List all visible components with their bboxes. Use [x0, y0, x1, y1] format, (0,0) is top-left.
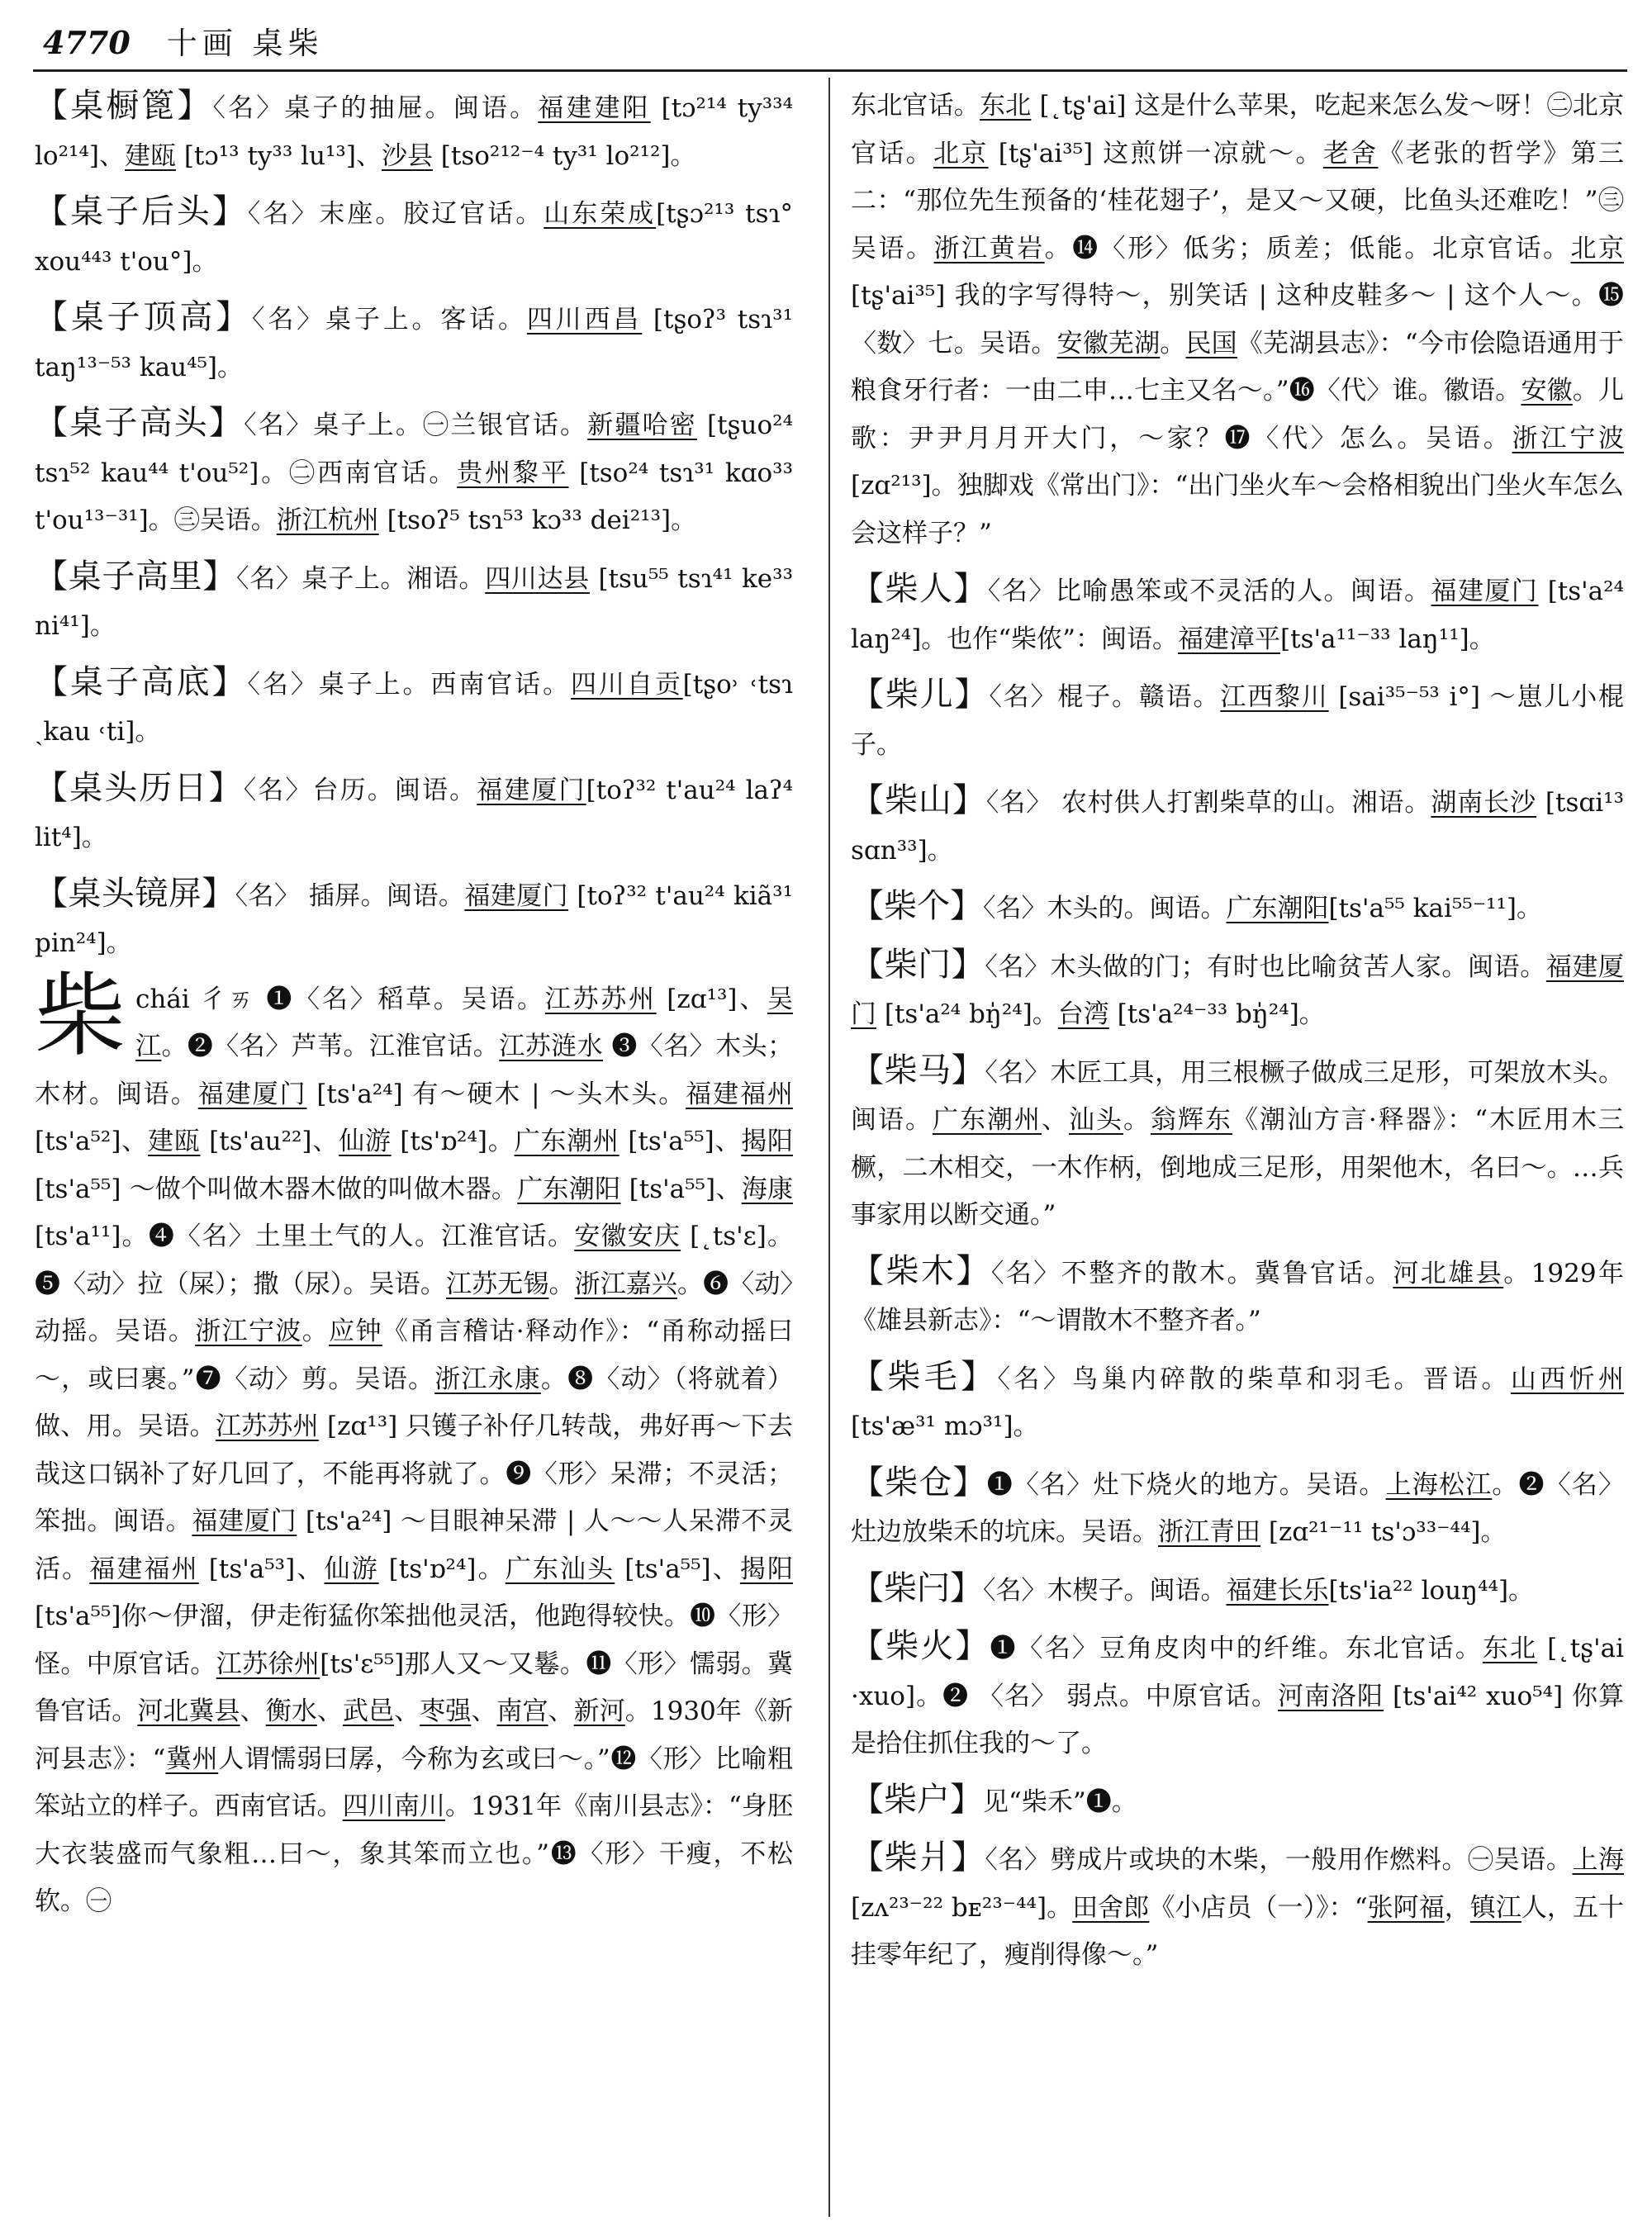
place-name: 张阿福 — [1367, 1892, 1445, 1923]
entry-text: [tɔ¹³ ty³³ lu¹³]、 — [175, 140, 382, 171]
place-name: 浙江青田 — [1158, 1517, 1260, 1547]
place-name: 北京 — [933, 138, 989, 168]
place-name: 广东潮阳 — [1226, 894, 1329, 923]
place-name: 河北冀县 — [137, 1696, 240, 1726]
entry-text: 、 — [316, 1696, 343, 1726]
place-name: 安徽安庆 — [574, 1222, 681, 1251]
entry-headword: 【柴毛】 — [851, 1357, 998, 1396]
entry-text: 〈名〉 农村供人打割柴草的山。湘语。 — [985, 788, 1431, 818]
entry-text: [ts'a²⁴] 有～硬木 | ～头木头。 — [306, 1079, 686, 1109]
place-name: 北京 — [1570, 233, 1625, 263]
place-name: 吴江 — [135, 984, 794, 1061]
entry-text: [tsu⁵⁵ tsɿ⁴¹ ke³³ ni⁴¹]。 — [35, 563, 794, 641]
place-name: 江苏徐州 — [216, 1649, 320, 1679]
entry-text: [zɑ²¹³]。独脚戏《常出门》：“出门坐火车～会格相貌出门坐火车怎么会这样子？” — [851, 471, 1624, 548]
entry-text: [tʂuo²⁴ tsɿ⁵² kau⁴⁴ t'ou⁵²]。㊁西南官话。 — [35, 410, 793, 488]
entry-text: [tsɑi¹³ sɑn³³]。 — [851, 788, 1625, 866]
entry-text: [ts'a⁵²]、 — [35, 1127, 148, 1156]
entry-text: [ts'ɛ⁵⁵]那人又～又鬈。⓫〈形〉懦弱。冀鲁官话。 — [35, 1649, 794, 1726]
entry-text: [tʂo˒ ˓tsɿ ˏkau ˓ti]。 — [35, 669, 794, 747]
place-name: 南宫 — [496, 1696, 548, 1726]
entry-headword: 【桌子顶高】 — [35, 298, 253, 336]
place-name: 浙江宁波 — [1512, 423, 1625, 453]
place-name: 仙游 — [339, 1127, 392, 1156]
entry-text: ❶〈名〉灶下烧火的地方。吴语。 — [986, 1469, 1386, 1500]
entry-text: 人谓懦弱曰孱，今称为玄或曰～。”⓬〈形〉比喻粗笨站立的样子。西南官话。 — [35, 1744, 793, 1821]
dictionary-entry — [851, 1565, 1624, 1616]
place-name: 广东潮州 — [932, 1105, 1042, 1135]
place-name: 江西黎川 — [1220, 682, 1329, 712]
entry-text: [zʌ²³⁻²² bᴇ²³⁻⁴⁴]。 — [851, 1892, 1073, 1923]
place-name: 江苏苏州 — [544, 984, 657, 1014]
entry-headword: 【柴马】 — [851, 1051, 985, 1089]
place-name: 浙江永康 — [434, 1364, 541, 1394]
entry-text: 。1931年《南川县志》：“身胚大衣装盛而气象粗…曰～，象其笨而立也。”⓭〈形〉干瘦，不松软。㊀ — [35, 1791, 793, 1916]
head-character: 柴 — [35, 962, 126, 1069]
entry-text: 东北官话。 — [851, 91, 980, 121]
place-name: 福建长乐 — [1226, 1575, 1329, 1606]
entry-headword: 【桌子高头】 — [35, 404, 244, 442]
place-name: 四川西昌 — [526, 305, 643, 334]
entry-text: 〈名〉桌子上。客话。 — [252, 305, 527, 334]
entry-text: [tʂoʔ³ tsɿ³¹ taŋ¹³⁻⁵³ kau⁴⁵]。 — [35, 305, 794, 382]
dictionary-entry — [35, 83, 793, 180]
entry-text: 〈名〉木匠工具，用三根橛子做成三足形，可架放木头。闽语。 — [851, 1057, 1624, 1135]
entry-text: [zɑ¹³] 只镬子补仔几转哉，弗好再～下去哉这口锅补了好几回了，不能再将就了。❾〈形〉呆滞；不灵活；笨拙。闽语。 — [35, 1412, 794, 1536]
entry-text: [ts'a²⁴ laŋ²⁴]。也作“柴侬”：闽语。 — [851, 576, 1625, 654]
place-name: 福建福州 — [89, 1554, 199, 1584]
entry-text: 。 — [548, 1269, 575, 1299]
entry-headword: 【桌子高里】 — [35, 557, 237, 595]
place-name: 浙江杭州 — [276, 505, 379, 535]
place-name: 沙县 — [381, 140, 433, 171]
place-name: 新河 — [573, 1696, 625, 1726]
dictionary-entry — [851, 1777, 1624, 1827]
dictionary-entry — [35, 765, 793, 862]
dictionary-entry — [851, 1623, 1624, 1768]
entry-headword: 【柴门】 — [851, 945, 985, 984]
dictionary-entry — [35, 871, 793, 968]
entry-text: 人，五十挂零年纪了，瘦削得像～。” — [851, 1892, 1625, 1970]
entry-text: 。❷〈名〉芦苇。江淮官话。 — [161, 1032, 500, 1061]
entry-text: 《小店员（一）》：“ — [1149, 1892, 1368, 1923]
entry-text: [tʂ'ai³⁵] 这煎饼一凉就～。 — [988, 138, 1323, 168]
place-name: 河南洛阳 — [1278, 1681, 1384, 1711]
place-name: 湖南长沙 — [1431, 788, 1537, 818]
place-name: 田舍郎 — [1072, 1892, 1150, 1923]
entry-text: 、 — [548, 1696, 574, 1726]
dictionary-entry — [851, 671, 1624, 769]
entry-text: 、 — [394, 1696, 420, 1726]
place-name: 浙江嘉兴 — [574, 1269, 678, 1299]
entry-text: 〈名〉桌子的抽屉。闽语。 — [212, 93, 539, 123]
entry-text: 。❷〈名〉 灶边放柴禾的坑床。吴语。 — [851, 1469, 1625, 1547]
place-name: 上海 — [1572, 1845, 1625, 1875]
place-name: 衡水 — [265, 1696, 317, 1726]
place-name: 台湾 — [1057, 999, 1109, 1029]
entry-headword: 【柴闩】 — [851, 1568, 983, 1607]
page-number: 4770 — [43, 24, 131, 61]
dictionary-entry — [35, 188, 793, 286]
entry-text: [zɑ²¹⁻¹¹ ts'ɔ³³⁻⁴⁴]。 — [1260, 1517, 1507, 1547]
entry-text: 〈名〉台历。闽语。 — [243, 775, 477, 805]
dictionary-entry — [851, 1354, 1624, 1451]
page-header — [43, 18, 324, 71]
entry-text: [tʂ'ai³⁵] 我的字写得特～，别笑话 | 这种皮鞋多～ | 这个人～。⓯〈数〉七。吴语。 — [851, 281, 1624, 358]
place-name: 浙江黄岩 — [933, 233, 1045, 263]
place-name: 揭阳 — [741, 1127, 794, 1156]
entry-text: 《潮汕方言·释器》：“木匠用木三橛，二木相交，一木作柄，倒地成三足形，用架他木，名曰～。…兵事家用以断交通。” — [851, 1105, 1625, 1230]
entry-text: 。1930年《新河县志》：“ — [35, 1696, 793, 1774]
entry-text: 。 — [301, 1317, 330, 1346]
entry-text: [ts'ia²² louŋ⁴⁴]。 — [1328, 1575, 1535, 1606]
entry-text: [ts'a⁵³]、 — [198, 1554, 325, 1584]
entry-text: [˛tʂ'ai] 这是什么苹果，吃起来怎么发～呀！㊁北京官话。 — [851, 91, 1625, 168]
entry-headword: 【柴爿】 — [851, 1839, 985, 1877]
place-name: 贵州黎平 — [457, 458, 569, 488]
entry-headword: 【桌子高底】 — [35, 662, 248, 701]
place-name: 四川达县 — [485, 563, 590, 594]
place-name: 汕头 — [1068, 1105, 1123, 1135]
place-name: 建瓯 — [124, 140, 176, 171]
dictionary-entry — [851, 1834, 1624, 1980]
place-name: 浙江宁波 — [195, 1317, 302, 1346]
entry-headword: 【桌橱篦】 — [35, 87, 213, 125]
place-name: 仙游 — [324, 1554, 379, 1584]
place-name: 建瓯 — [147, 1127, 201, 1156]
entry-text: [tɔ²¹⁴ ty³³⁴ lo²¹⁴]、 — [35, 93, 794, 171]
entry-text: 〈名〉木头的。闽语。 — [983, 894, 1227, 923]
entry-text: [ts'a⁵⁵]、 — [615, 1554, 740, 1584]
dictionary-entry — [851, 777, 1624, 875]
entry-text: 。1929年《雄县新志》：“～谓散木不整齐者。” — [851, 1258, 1625, 1336]
entry-text: chái 彳ㄞ ❶〈名〉稻草。吴语。 — [135, 984, 545, 1014]
running-title: 十画 桌柴 — [166, 26, 324, 61]
entry-headword: 【柴火】 — [851, 1627, 990, 1665]
entry-text: [ts'æ³¹ mɔ³¹]。 — [851, 1412, 1039, 1441]
place-name: 民国 — [1185, 328, 1237, 358]
entry-text: [ts'a⁵⁵] ～做个叫做木器木做的叫做木器。 — [35, 1174, 518, 1204]
entry-text: [ts'a⁵⁵]、 — [620, 1174, 742, 1204]
entry-text: [ts'a⁵⁵]你～伊溜，伊走衔猛你笨拙他灵活，他跑得较快。❿〈形〉怪。中原官话。 — [35, 1601, 793, 1679]
place-name: 江苏无锡 — [445, 1269, 549, 1299]
entry-text: 、 — [471, 1696, 497, 1726]
entry-headword: 【柴木】 — [851, 1251, 991, 1290]
entry-text: 〈名〉桌子上。㊀兰银官话。 — [244, 410, 588, 440]
entry-text: 〈名〉桌子上。湘语。 — [236, 563, 486, 594]
entry-text: 见“柴禾”❶。 — [983, 1786, 1137, 1817]
place-name: 河北雄县 — [1393, 1258, 1504, 1288]
entry-headword: 【柴儿】 — [851, 676, 990, 714]
entry-text: 〈名〉末座。胶辽官话。 — [247, 199, 544, 229]
entry-text: [ts'a⁵⁵ kai⁵⁵⁻¹¹]。 — [1328, 894, 1543, 923]
entry-text: [ts'au²²]、 — [200, 1127, 339, 1156]
place-name: 福建漳平 — [1178, 624, 1281, 654]
dictionary-entry — [35, 962, 794, 1926]
place-name: 广东汕头 — [505, 1554, 615, 1584]
entry-text: [ts'a²⁴⁻³³ bŋ̍²⁴]。 — [1108, 999, 1325, 1029]
dictionary-entry — [35, 659, 793, 757]
entry-text: [toʔ³² t'au²⁴ kiã³¹ pin²⁴]。 — [35, 880, 793, 958]
entry-text: [ts'a⁵⁵]、 — [619, 1127, 742, 1156]
place-name: 东北 — [979, 91, 1032, 121]
entry-text: 〈名〉木楔子。闽语。 — [983, 1575, 1227, 1606]
entry-text: 。 — [1123, 1105, 1151, 1135]
right-column — [851, 83, 1624, 1988]
place-name: 广东潮阳 — [517, 1174, 621, 1204]
dictionary-entry — [851, 1248, 1624, 1345]
place-name: 江苏涟水 — [499, 1032, 604, 1061]
dictionary-entry — [851, 1459, 1624, 1557]
place-name: 揭阳 — [739, 1554, 794, 1584]
place-name: 福建厦门 — [477, 775, 586, 805]
dictionary-entry — [851, 566, 1624, 663]
dictionary-entry — [35, 294, 793, 391]
entry-text: 。⓮〈形〉低劣；质差；低能。北京官话。 — [1044, 233, 1571, 263]
place-name: 枣强 — [420, 1696, 472, 1726]
dictionary-entry — [851, 83, 1624, 558]
place-name: 安徽芜湖 — [1056, 328, 1161, 358]
place-name: 武邑 — [342, 1696, 395, 1726]
entry-text: [zɑ¹³]、 — [656, 984, 768, 1014]
dictionary-entry — [35, 400, 793, 545]
entry-text: 。 — [1160, 328, 1186, 358]
place-name: 广东潮州 — [514, 1127, 620, 1156]
entry-text: 〈名〉不整齐的散木。冀鲁官话。 — [990, 1258, 1393, 1288]
entry-text: [˛ts'ɛ]。❺〈动〉拉（屎）；撒（尿）。吴语。 — [35, 1222, 794, 1299]
entry-text: 〈名〉桌子上。西南官话。 — [247, 669, 571, 700]
entry-headword: 【柴仓】 — [851, 1463, 987, 1502]
dictionary-entry — [851, 942, 1624, 1039]
entry-text: [ts'a²⁴ bŋ̍²⁴]。 — [876, 999, 1058, 1029]
entry-text: 《芜湖县志》：“今市侩隐语通用于粮食牙行者：一由二申…七主又名～。”⓰〈代〉谁。徽语。 — [851, 328, 1625, 406]
entry-headword: 【柴山】 — [851, 781, 986, 819]
place-name: 安徽 — [1521, 376, 1573, 406]
entry-text: [tʂɔ²¹³ tsɿ° xou⁴⁴³ t'ou°]。 — [35, 199, 794, 277]
entry-text: 〈名〉比喻愚笨或不灵活的人。闽语。 — [987, 576, 1431, 606]
entry-text: [ts'ɒ²⁴]。 — [391, 1127, 515, 1156]
left-column — [35, 83, 793, 1934]
entry-text: 《甬言稽诂·释动作》：“甬称动摇曰～，或曰裹。”❼〈动〉剪。吴语。 — [35, 1317, 794, 1394]
entry-text: [tso²⁴ tsɿ³¹ kɑo³³ t'ou¹³⁻³¹]。㊂吴语。 — [35, 458, 794, 535]
place-name: 镇江 — [1469, 1892, 1521, 1923]
entry-text: 《老张的哲学》第三二：“那位先生预备的‘桂花翅子’，是又～又硬，比鱼头还难吃！”㊂吴语。 — [851, 138, 1625, 263]
entry-headword: 【柴人】 — [851, 570, 988, 608]
entry-text: 、 — [1041, 1105, 1069, 1135]
entry-text: [ts'a²⁴] ～目眼神呆滞 | 人～～人呆滞不灵活。 — [35, 1506, 793, 1584]
entry-text: 。儿歌：尹尹月月开大门，～家？⓱〈代〉怎么。吴语。 — [851, 376, 1625, 453]
entry-text: ❶〈名〉豆角皮肉中的纤维。东北官话。 — [990, 1634, 1483, 1663]
place-name: 东北 — [1482, 1634, 1538, 1663]
entry-text: ， — [1444, 1892, 1470, 1923]
entry-text: [tsoʔ⁵ tsɿ⁵³ kɔ³³ dei²¹³]。 — [378, 505, 697, 535]
entry-text: 〈名〉 插屏。闽语。 — [235, 880, 465, 911]
entry-headword: 【柴个】 — [851, 887, 983, 925]
place-name: 老舍 — [1322, 138, 1379, 168]
entry-text: [ts'ai⁴² xuo⁵⁴] 你算是拾住抓住我的～了。 — [851, 1681, 1624, 1758]
place-name: 山东荣成 — [544, 199, 657, 229]
entry-text: 〈名〉劈成片或块的木柴，一般用作燃料。㊀吴语。 — [985, 1845, 1573, 1875]
entry-text: 〈名〉鸟巢内碎散的柴草和羽毛。晋语。 — [997, 1364, 1511, 1394]
entry-text: [ts'a¹¹]。❹〈名〉土里土气的人。江淮官话。 — [35, 1222, 575, 1251]
entry-text: ❸〈名〉木头；木材。闽语。 — [35, 1032, 794, 1109]
entry-text: [˛tʂ'ai ·xuo]。❷ 〈名〉 弱点。中原官话。 — [851, 1634, 1625, 1711]
place-name: 四川南川 — [342, 1791, 445, 1821]
entry-text: [ts'ɒ²⁴]。 — [378, 1554, 506, 1584]
place-name: 冀州 — [165, 1744, 219, 1774]
place-name: 四川自贡 — [571, 669, 683, 700]
place-name: 福建建阳 — [538, 93, 651, 123]
place-name: 应钟 — [329, 1317, 382, 1346]
dictionary-entry — [35, 553, 793, 651]
place-name: 江苏苏州 — [215, 1412, 319, 1441]
entry-text: 。❽〈动〉（将就着）做、用。吴语。 — [35, 1364, 794, 1441]
entry-text: 〈名〉棍子。赣语。 — [989, 682, 1221, 712]
place-name: 新疆哈密 — [587, 410, 697, 440]
place-name: 上海松江 — [1385, 1469, 1493, 1500]
entry-text: [ts'a¹¹⁻³³ laŋ¹¹]。 — [1280, 624, 1495, 654]
entry-headword: 【柴户】 — [851, 1780, 983, 1819]
entry-text: 。❻〈动〉动摇。吴语。 — [35, 1269, 794, 1346]
entry-text: [sai³⁵⁻⁵³ i°] ～崽儿小棍子。 — [851, 682, 1625, 760]
place-name: 翁辉东 — [1150, 1105, 1232, 1135]
place-name: 福建厦门 — [1431, 576, 1539, 606]
entry-headword: 【桌头历日】 — [35, 768, 244, 807]
entry-headword: 【桌头镜屏】 — [35, 874, 235, 913]
place-name: 海康 — [741, 1174, 793, 1204]
entry-text: [toʔ³² t'au²⁴ laʔ⁴ lit⁴]。 — [35, 775, 794, 852]
entry-text: [tso²¹²⁻⁴ ty³¹ lo²¹²]。 — [432, 140, 696, 171]
place-name: 福建厦门 — [192, 1506, 297, 1536]
place-name: 福建福州 — [686, 1079, 794, 1109]
dictionary-entry — [851, 1047, 1624, 1240]
place-name: 福建厦门 — [197, 1079, 307, 1109]
entry-text: 〈名〉木头做的门；有时也比喻贫苦人家。闽语。 — [985, 951, 1546, 982]
entry-text: 、 — [240, 1696, 266, 1726]
place-name: 福建厦门 — [464, 880, 569, 911]
column-divider — [828, 78, 830, 2217]
entry-headword: 【桌子后头】 — [35, 192, 248, 230]
header-rule — [33, 69, 1627, 72]
dictionary-entry — [851, 883, 1624, 933]
place-name: 山西忻州 — [1510, 1364, 1625, 1394]
place-name: 福建厦门 — [851, 951, 1625, 1029]
